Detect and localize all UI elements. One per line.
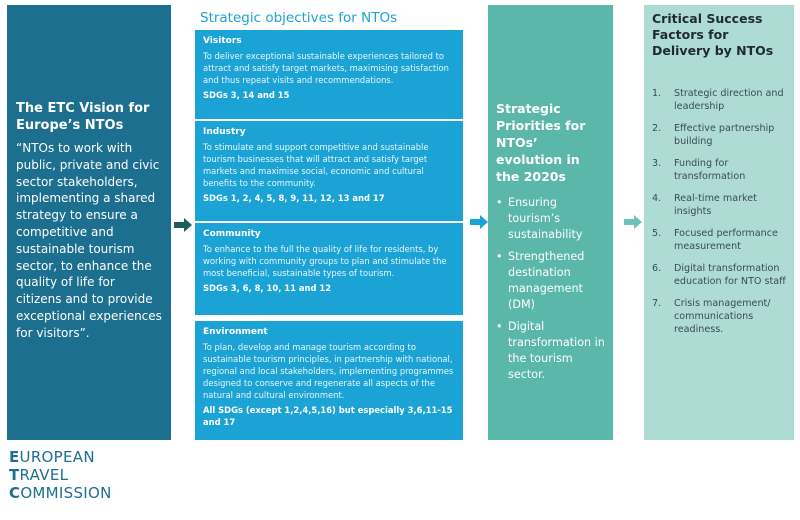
success-factor-item	[652, 227, 788, 253]
objective-heading: Industry	[203, 127, 246, 137]
item-text: Digital transformation education for NTO staff	[674, 263, 786, 287]
logo-initial: C	[9, 484, 21, 502]
item-number: 7.	[652, 298, 662, 309]
etc-logo	[9, 448, 112, 502]
priority-item	[496, 319, 607, 383]
success-factor-item	[652, 192, 788, 218]
objective-text: To stimulate and support competitive and sustainable tourism businesses that will attract and satisfy target markets and maximise social, economic and cultural benefits to the community.	[203, 142, 429, 188]
logo-word: UROPEAN	[19, 448, 95, 466]
objective-visitors	[195, 30, 463, 119]
vision-statement: “NTOs to work with public, private and civic sector stakeholders, implementing a shared strategy to ensure a competitive and sustainable tourism sector, to enhance the quality of life for citizens and to provide exceptional experiences for visitors”.	[16, 141, 162, 340]
logo-initial: E	[9, 448, 20, 466]
item-text: Real-time market insights	[674, 193, 757, 217]
item-number: 3.	[652, 158, 662, 169]
success-factor-item	[652, 157, 788, 183]
item-text: Effective partnership building	[674, 123, 775, 147]
vision-title: The ETC Vision for Europe’s NTOs	[16, 101, 150, 133]
logo-initial: T	[9, 466, 20, 484]
item-number: 2.	[652, 123, 662, 134]
bullet-icon: •	[496, 320, 503, 333]
priority-item	[496, 195, 607, 243]
priority-text: Digital transformation in the tourism sector.	[508, 320, 605, 381]
item-text: Focused performance measurement	[674, 228, 778, 252]
arrow-right-icon	[174, 218, 192, 232]
success-factor-item	[652, 87, 788, 113]
objective-text: To enhance to the full the quality of life for residents, by working with community groups to plan and stimulate the most beneficial, sustainable types of tourism.	[203, 244, 447, 278]
priorities-panel	[488, 5, 613, 440]
objective-sdgs: All SDGs (except 1,2,4,5,16) but especially 3,6,11-15 and 17	[203, 405, 453, 427]
objectives-title: Strategic objectives for NTOs	[200, 10, 398, 26]
item-text: Funding for transformation	[674, 158, 746, 182]
success-factors-panel	[644, 5, 794, 440]
arrow-right-icon	[470, 215, 488, 229]
objective-industry	[195, 121, 463, 221]
objective-heading: Environment	[203, 327, 268, 337]
vision-panel	[7, 5, 171, 440]
success-factor-item	[652, 297, 788, 336]
objective-environment	[195, 321, 463, 440]
objectives-column	[195, 5, 473, 440]
success-factor-item	[652, 262, 788, 288]
item-number: 1.	[652, 88, 662, 99]
arrow-right-icon	[624, 215, 642, 229]
logo-word: RAVEL	[19, 466, 69, 484]
logo-word: OMMISSION	[20, 484, 112, 502]
item-text: Strategic direction and leadership	[674, 88, 784, 112]
success-factors-title: Critical Success Factors for Delivery by NTOs	[652, 11, 774, 58]
objective-community	[195, 223, 463, 315]
objective-text: To plan, develop and manage tourism according to sustainable tourism principles, in partnership with national, regional and local stakeholders, implementing programmes designed to conserve and regenerate all aspects of the natural and cultural environment.	[203, 342, 454, 400]
priority-text: Ensuring tourism’s sustainability	[508, 196, 583, 241]
objective-sdgs: SDGs 3, 14 and 15	[203, 90, 290, 100]
priority-item	[496, 249, 607, 313]
success-factors-list	[652, 87, 788, 336]
logo-line	[9, 484, 112, 502]
objective-sdgs: SDGs 1, 2, 4, 5, 8, 9, 11, 12, 13 and 17	[203, 193, 385, 203]
priorities-title: Strategic Priorities for NTOs’ evolution in the 2020s	[496, 101, 586, 184]
logo-line	[9, 466, 112, 484]
objective-text: To deliver exceptional sustainable experiences tailored to attract and satisfy target markets, maximising satisfaction and thus repeat visits and recommendations.	[203, 51, 449, 85]
success-factor-item	[652, 122, 788, 148]
item-number: 6.	[652, 263, 662, 274]
bullet-icon: •	[496, 196, 503, 209]
objective-heading: Community	[203, 229, 261, 239]
item-number: 5.	[652, 228, 662, 239]
bullet-icon: •	[496, 250, 503, 263]
item-text: Crisis management/ communications readiness.	[674, 298, 771, 335]
logo-line	[9, 448, 112, 466]
priority-text: Strengthened destination management (DM)	[508, 250, 585, 311]
objective-sdgs: SDGs 3, 6, 8, 10, 11 and 12	[203, 283, 332, 293]
priorities-list	[496, 195, 607, 383]
objective-heading: Visitors	[203, 36, 242, 46]
item-number: 4.	[652, 193, 662, 204]
